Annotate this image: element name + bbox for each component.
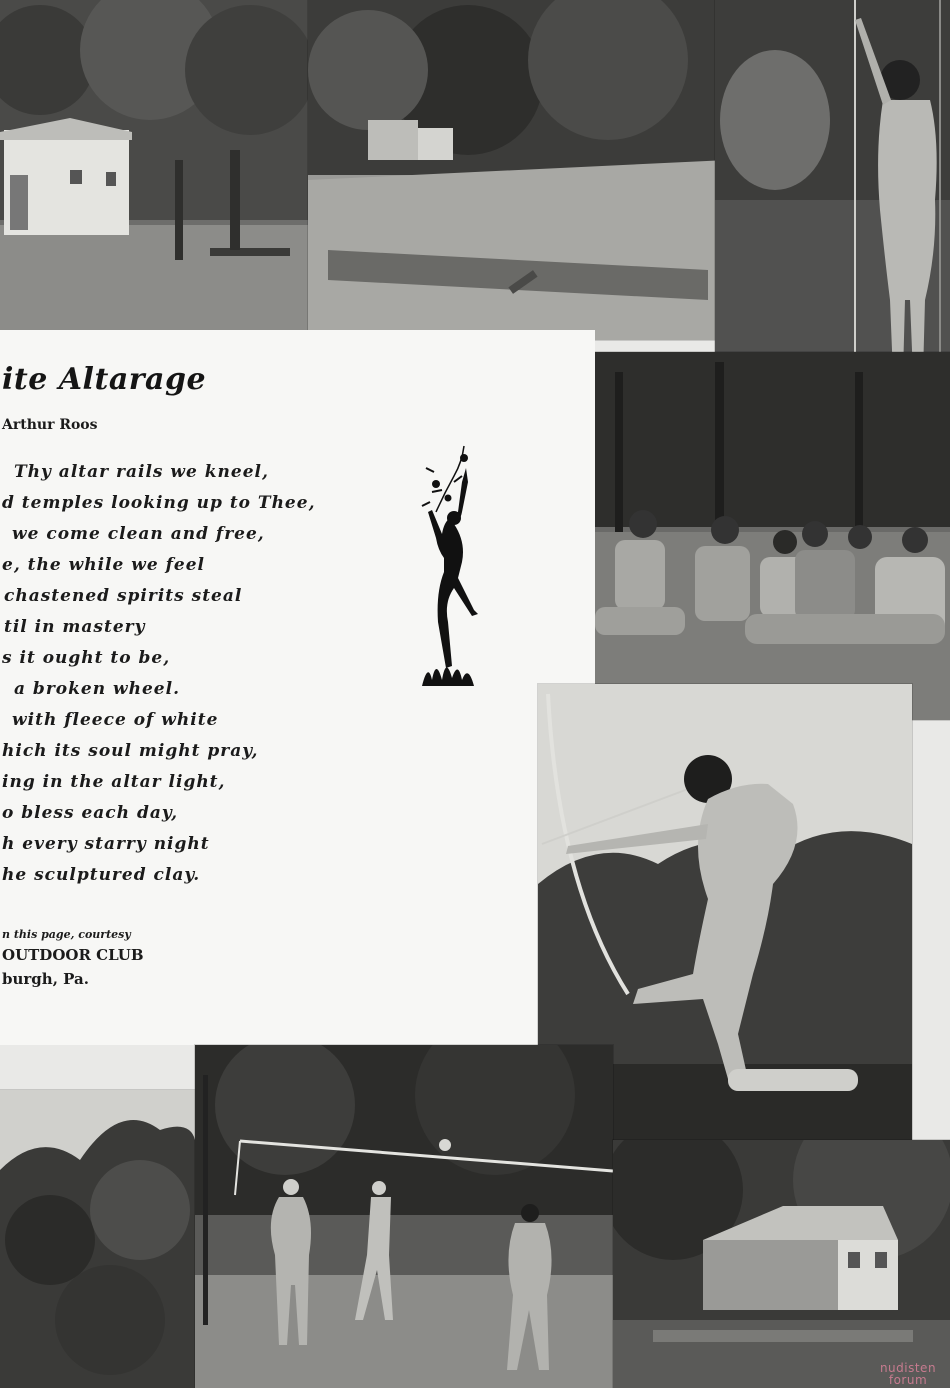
photo-credit-club: OUTDOOR CLUB	[2, 946, 144, 964]
photo-group-on-grass	[595, 352, 950, 720]
poem-line: ing in the altar light,	[2, 772, 226, 792]
photo-credit-note: n this page, courtesy	[2, 928, 131, 941]
poem-line: a broken wheel.	[14, 679, 180, 699]
watermark-line: forum	[888, 1373, 928, 1387]
poem-line: o bless each day,	[2, 803, 179, 823]
poem-line: til in mastery	[4, 617, 146, 637]
silhouette-figure-icon	[414, 442, 482, 688]
poem-line: we come clean and free,	[12, 524, 265, 544]
poem-title: ite Altarage	[2, 362, 207, 397]
photo-volleyball	[195, 1045, 613, 1388]
poem-line: e, the while we feel	[2, 555, 206, 575]
photo-credit-city: burgh, Pa.	[2, 970, 89, 988]
photo-lakeside-cabins	[308, 0, 728, 340]
photo-cabin-trees	[0, 0, 308, 330]
poem-author: Arthur Roos	[2, 417, 98, 433]
poem-line: h every starry night	[2, 834, 210, 854]
poem-line: with fleece of white	[12, 710, 219, 730]
poem-line: d temples looking up to Thee,	[2, 493, 316, 513]
photo-cabin-woods	[613, 1140, 950, 1388]
watermark-logo	[870, 1362, 946, 1386]
poem-line: he sculptured clay.	[2, 865, 201, 885]
photo-forest	[0, 1090, 195, 1388]
poem-line: Thy altar rails we kneel,	[14, 462, 269, 482]
poem-line: hich its soul might pray,	[2, 741, 259, 761]
poem-line: s it ought to be,	[2, 648, 171, 668]
watermark-line: nudisten	[879, 1361, 937, 1375]
poem-line: chastened spirits steal	[4, 586, 243, 606]
